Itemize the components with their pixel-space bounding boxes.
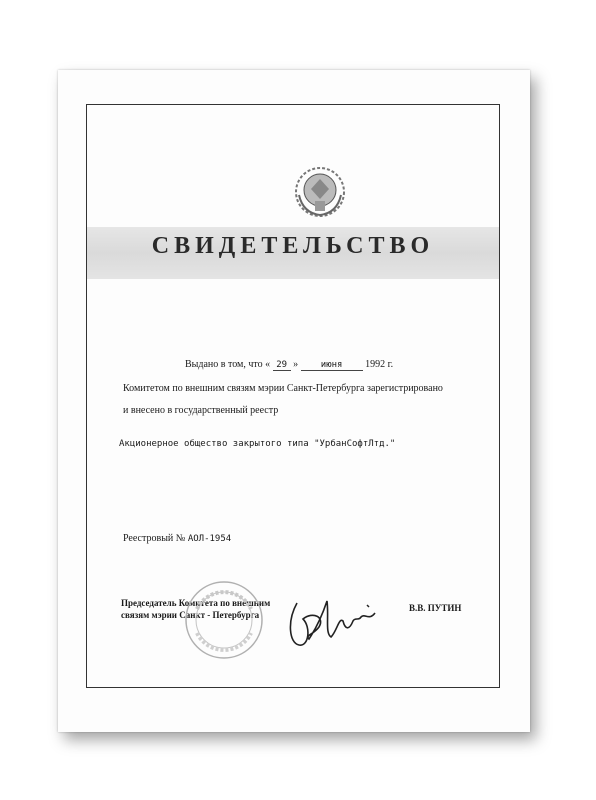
issue-day: 29	[273, 360, 291, 371]
chair-title-line2: связям мэрии Санкт - Петербурга	[121, 610, 260, 620]
handwritten-signature-icon	[283, 591, 383, 651]
chair-title-line1: Председатель Комитета по внешним	[121, 598, 271, 608]
registry-label: Реестровый №	[123, 533, 186, 544]
issue-month: июня	[301, 360, 363, 371]
registration-line: Комитетом по внешним связям мэрии Санкт-Петербурга зарегистрировано	[123, 383, 443, 394]
registry-line: и внесено в государственный реестр	[123, 405, 279, 416]
registry-number-line	[123, 533, 231, 544]
signatory-name: В.В. ПУТИН	[409, 603, 462, 613]
company-name: Акционерное общество закрытого типа "УрбанСофтЛтд."	[119, 439, 396, 449]
certificate-sheet	[58, 70, 530, 732]
certificate-title: СВИДЕТЕЛЬСТВО	[151, 233, 435, 259]
issued-prefix: Выдано в том, что	[185, 359, 263, 370]
round-stamp-icon	[183, 579, 265, 661]
certificate-frame	[86, 104, 500, 688]
issue-year-suffix: г.	[387, 359, 394, 370]
issue-year: 1992	[365, 359, 386, 370]
coat-of-arms-icon	[293, 165, 347, 219]
issued-line: Выдано в том, что « 29 » июня 1992 г.	[185, 359, 394, 370]
registry-number: АОЛ-1954	[187, 534, 232, 544]
